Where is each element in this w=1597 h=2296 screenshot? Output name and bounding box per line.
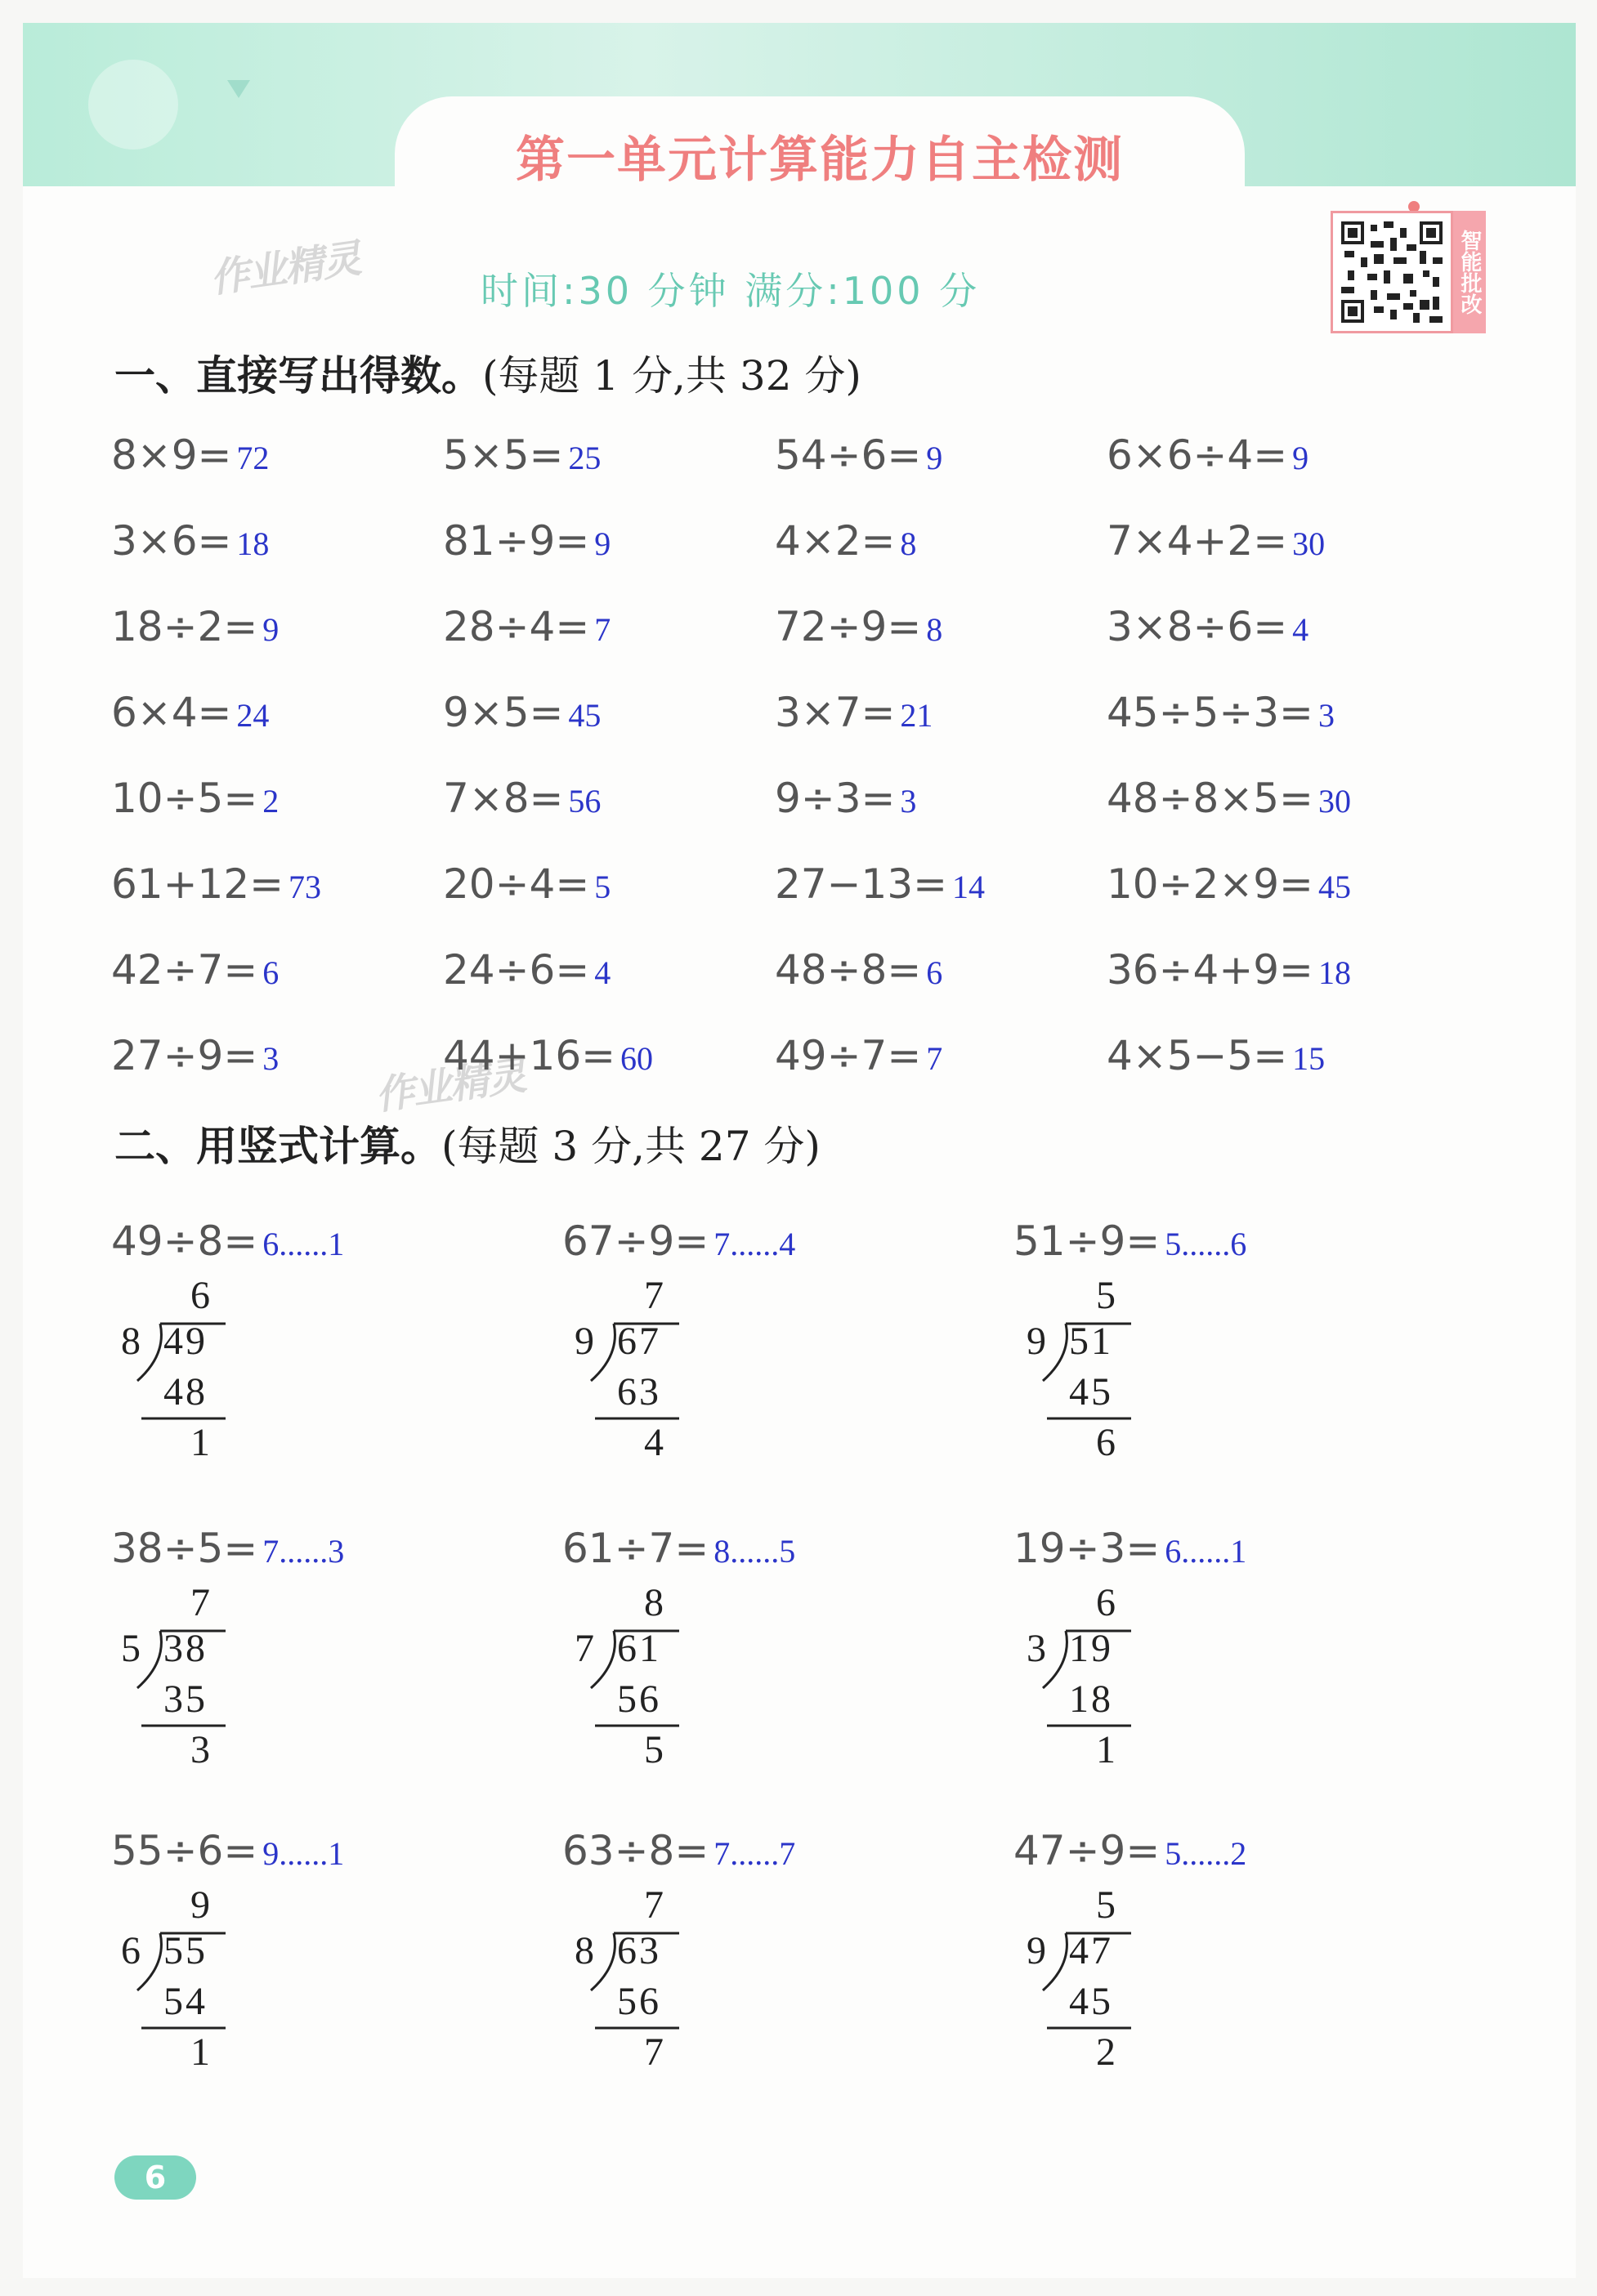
- mental-math-problem: [775, 860, 985, 908]
- problem-answer[interactable]: 7......3: [262, 1533, 345, 1570]
- problem-answer[interactable]: 4: [1292, 611, 1309, 648]
- problem-expression: 20÷4=: [443, 860, 590, 908]
- problem-expression: 4×2=: [775, 517, 896, 565]
- division-problem: [562, 1827, 795, 1874]
- division-problem: [111, 1827, 344, 1874]
- problem-answer[interactable]: 8......5: [714, 1533, 796, 1570]
- dividend: 61: [617, 1627, 661, 1670]
- problem-expression: 72÷9=: [775, 603, 922, 650]
- problem-answer[interactable]: 60: [620, 1040, 654, 1077]
- long-division-work: [575, 1883, 705, 2079]
- watermark-logo: 作业精灵: [372, 1052, 528, 1119]
- quotient: 8: [644, 1581, 664, 1624]
- mental-math-problem: [1107, 689, 1335, 736]
- division-problem: [111, 1525, 344, 1572]
- mental-math-problem: [1107, 775, 1351, 822]
- product: 56: [617, 1980, 661, 2023]
- long-division-work: [575, 1580, 705, 1776]
- problem-answer[interactable]: 24: [236, 697, 270, 734]
- problem-expression: 6×6÷4=: [1107, 431, 1288, 479]
- product: 45: [1069, 1980, 1113, 2023]
- division-problem: [1013, 1525, 1246, 1572]
- quotient: 7: [190, 1581, 210, 1624]
- problem-answer[interactable]: 73: [289, 869, 322, 905]
- remainder: 7: [644, 2030, 664, 2074]
- problem-answer[interactable]: 7......7: [714, 1835, 796, 1872]
- problem-answer[interactable]: 8: [926, 611, 943, 648]
- quotient: 9: [190, 1883, 210, 1927]
- smart-grading-tag: 智能批改: [1453, 211, 1486, 333]
- mental-math-problem: [1107, 603, 1308, 650]
- divisor: 3: [1027, 1627, 1046, 1670]
- long-division-work: [121, 1273, 252, 1469]
- mental-math-problem: [443, 431, 601, 479]
- problem-answer[interactable]: 45: [1317, 869, 1351, 905]
- quotient: 7: [644, 1883, 664, 1927]
- product: 54: [163, 1980, 208, 2023]
- section2-title: 二、用竖式计算。: [114, 1123, 441, 1170]
- dividend: 38: [163, 1627, 208, 1670]
- quotient: 7: [644, 1274, 664, 1317]
- problem-expression: 19÷3=: [1013, 1525, 1161, 1572]
- problem-expression: 7×8=: [443, 775, 564, 822]
- problem-expression: 3×7=: [775, 689, 896, 736]
- mental-math-problem: [1107, 1032, 1325, 1079]
- worksheet-page: [23, 23, 1576, 2278]
- qr-code-icon: [1331, 211, 1453, 333]
- remainder: 1: [190, 1421, 210, 1464]
- problem-expression: 49÷7=: [775, 1032, 922, 1079]
- dividend: 63: [617, 1929, 661, 1972]
- mental-math-problem: [443, 775, 601, 822]
- problem-answer[interactable]: 56: [568, 783, 602, 820]
- problem-answer[interactable]: 7: [926, 1040, 943, 1077]
- quotient: 5: [1096, 1883, 1116, 1927]
- divisor: 8: [121, 1320, 141, 1363]
- mental-math-problem: [111, 689, 269, 736]
- problem-expression: 5×5=: [443, 431, 564, 479]
- mental-math-problem: [1107, 860, 1351, 908]
- divisor: 5: [121, 1627, 141, 1670]
- problem-expression: 3×6=: [111, 517, 232, 565]
- page-title: 第一单元计算能力自主检测: [516, 132, 1124, 189]
- problem-answer[interactable]: 3: [1317, 697, 1335, 734]
- problem-answer[interactable]: 5......6: [1165, 1226, 1247, 1262]
- mental-math-problem: [775, 517, 916, 565]
- problem-answer[interactable]: 7......4: [714, 1226, 796, 1262]
- problem-answer[interactable]: 72: [236, 440, 270, 476]
- section2-heading: [114, 1114, 821, 1173]
- problem-expression: 8×9=: [111, 431, 232, 479]
- problem-answer[interactable]: 9: [594, 525, 611, 562]
- division-problem: [562, 1217, 795, 1265]
- problem-answer[interactable]: 30: [1317, 783, 1351, 820]
- section1-title: 一、直接写出得数。: [114, 352, 482, 400]
- long-division-work: [575, 1273, 705, 1469]
- problem-expression: 81÷9=: [443, 517, 590, 565]
- division-problem: [111, 1217, 344, 1265]
- mental-math-problem: [111, 860, 321, 908]
- long-division-work: [121, 1580, 252, 1776]
- problem-expression: 42÷7=: [111, 946, 258, 994]
- mental-math-problem: [111, 603, 279, 650]
- problem-answer[interactable]: 6......1: [1165, 1533, 1247, 1570]
- problem-expression: 27−13=: [775, 860, 948, 908]
- problem-expression: 3×8÷6=: [1107, 603, 1288, 650]
- mental-math-problem: [1107, 431, 1308, 479]
- mental-math-problem: [443, 1032, 653, 1079]
- problem-expression: 9×5=: [443, 689, 564, 736]
- dividend: 19: [1069, 1627, 1113, 1670]
- problem-expression: 67÷9=: [562, 1217, 709, 1265]
- mental-math-problem: [443, 946, 611, 994]
- problem-expression: 54÷6=: [775, 431, 922, 479]
- section1-heading: [114, 343, 861, 402]
- problem-expression: 61÷7=: [562, 1525, 709, 1572]
- problem-expression: 4×5−5=: [1107, 1032, 1288, 1079]
- watermark-logo: 作业精灵: [207, 235, 363, 302]
- section2-note: (每题 3 分,共 27 分): [441, 1123, 821, 1170]
- problem-answer[interactable]: 5: [594, 869, 611, 905]
- problem-answer[interactable]: 45: [568, 697, 602, 734]
- mental-math-problem: [775, 775, 916, 822]
- problem-expression: 36÷4+9=: [1107, 946, 1313, 994]
- problem-expression: 9÷3=: [775, 775, 896, 822]
- mental-math-problem: [111, 517, 269, 565]
- problem-expression: 10÷2×9=: [1107, 860, 1313, 908]
- problem-expression: 51÷9=: [1013, 1217, 1161, 1265]
- product: 35: [163, 1677, 208, 1721]
- dividend: 55: [163, 1929, 208, 1972]
- divisor: 9: [1027, 1929, 1046, 1972]
- problem-answer[interactable]: 4: [594, 954, 611, 991]
- mental-math-problem: [111, 775, 279, 822]
- dividend: 67: [617, 1320, 661, 1363]
- dividend: 49: [163, 1320, 208, 1363]
- problem-answer[interactable]: 9: [262, 611, 280, 648]
- problem-expression: 47÷9=: [1013, 1827, 1161, 1874]
- dividend: 51: [1069, 1320, 1113, 1363]
- decorative-circle: [88, 60, 178, 150]
- divisor: 7: [575, 1627, 594, 1670]
- mental-math-problem: [443, 689, 601, 736]
- product: 48: [163, 1370, 208, 1414]
- long-division-work: [121, 1883, 252, 2079]
- section1-note: (每题 1 分,共 32 分): [482, 352, 861, 400]
- mental-math-problem: [443, 517, 611, 565]
- remainder: 1: [1096, 1728, 1116, 1771]
- problem-answer[interactable]: 6: [262, 954, 280, 991]
- decorative-triangle: [227, 80, 250, 98]
- problem-expression: 24÷6=: [443, 946, 590, 994]
- product: 45: [1069, 1370, 1113, 1414]
- remainder: 3: [190, 1728, 210, 1771]
- mental-math-problem: [111, 431, 269, 479]
- divisor: 9: [575, 1320, 594, 1363]
- problem-expression: 63÷8=: [562, 1827, 709, 1874]
- problem-answer[interactable]: 15: [1292, 1040, 1326, 1077]
- divisor: 9: [1027, 1320, 1046, 1363]
- problem-expression: 45÷5÷3=: [1107, 689, 1313, 736]
- qr-code-pattern: [1341, 221, 1443, 323]
- problem-expression: 61+12=: [111, 860, 284, 908]
- dividend: 47: [1069, 1929, 1113, 1972]
- problem-answer[interactable]: 9: [926, 440, 943, 476]
- problem-expression: 48÷8=: [775, 946, 922, 994]
- problem-answer[interactable]: 5......2: [1165, 1835, 1247, 1872]
- problem-answer[interactable]: 3: [900, 783, 917, 820]
- problem-answer[interactable]: 7: [594, 611, 611, 648]
- problem-expression: 18÷2=: [111, 603, 258, 650]
- problem-expression: 6×4=: [111, 689, 232, 736]
- problem-expression: 7×4+2=: [1107, 517, 1288, 565]
- divisor: 6: [121, 1929, 141, 1972]
- problem-answer[interactable]: 6: [926, 954, 943, 991]
- product: 18: [1069, 1677, 1113, 1721]
- problem-answer[interactable]: 18: [1317, 954, 1351, 991]
- mental-math-problem: [443, 860, 611, 908]
- long-division-work: [1027, 1580, 1157, 1776]
- mental-math-problem: [1107, 517, 1325, 565]
- problem-expression: 44+16=: [443, 1032, 616, 1079]
- page-number: 6: [114, 2155, 196, 2200]
- remainder: 4: [644, 1421, 664, 1464]
- mental-math-problem: [775, 1032, 942, 1079]
- long-division-work: [1027, 1883, 1157, 2079]
- mental-math-problem: [775, 431, 942, 479]
- quotient: 6: [1096, 1581, 1116, 1624]
- mental-math-problem: [775, 689, 933, 736]
- problem-expression: 38÷5=: [111, 1525, 258, 1572]
- problem-answer[interactable]: 21: [900, 697, 933, 734]
- remainder: 2: [1096, 2030, 1116, 2074]
- problem-answer[interactable]: 6......1: [262, 1226, 345, 1262]
- problem-answer[interactable]: 2: [262, 783, 280, 820]
- quotient: 6: [190, 1274, 210, 1317]
- divisor: 8: [575, 1929, 594, 1972]
- division-problem: [1013, 1217, 1246, 1265]
- problem-answer[interactable]: 9......1: [262, 1835, 345, 1872]
- mental-math-problem: [443, 603, 611, 650]
- problem-expression: 49÷8=: [111, 1217, 258, 1265]
- remainder: 5: [644, 1728, 664, 1771]
- problem-answer[interactable]: 8: [900, 525, 917, 562]
- mental-math-problem: [775, 603, 942, 650]
- mental-math-problem: [1107, 946, 1351, 994]
- time-and-score: 时间:30 分钟 满分:100 分: [481, 269, 981, 313]
- problem-expression: 10÷5=: [111, 775, 258, 822]
- mental-math-problem: [775, 946, 942, 994]
- quotient: 5: [1096, 1274, 1116, 1317]
- problem-answer[interactable]: 9: [1292, 440, 1309, 476]
- qr-code-badge[interactable]: [1331, 201, 1490, 344]
- remainder: 6: [1096, 1421, 1116, 1464]
- problem-answer[interactable]: 3: [262, 1040, 280, 1077]
- problem-expression: 48÷8×5=: [1107, 775, 1313, 822]
- problem-answer[interactable]: 14: [952, 869, 986, 905]
- division-problem: [562, 1525, 795, 1572]
- remainder: 1: [190, 2030, 210, 2074]
- problem-answer[interactable]: 18: [236, 525, 270, 562]
- product: 63: [617, 1370, 661, 1414]
- problem-expression: 28÷4=: [443, 603, 590, 650]
- problem-expression: 55÷6=: [111, 1827, 258, 1874]
- mental-math-problem: [111, 1032, 279, 1079]
- long-division-work: [1027, 1273, 1157, 1469]
- division-problem: [1013, 1827, 1246, 1874]
- mental-math-problem: [111, 946, 279, 994]
- problem-expression: 27÷9=: [111, 1032, 258, 1079]
- problem-answer[interactable]: 25: [568, 440, 602, 476]
- product: 56: [617, 1677, 661, 1721]
- problem-answer[interactable]: 30: [1292, 525, 1326, 562]
